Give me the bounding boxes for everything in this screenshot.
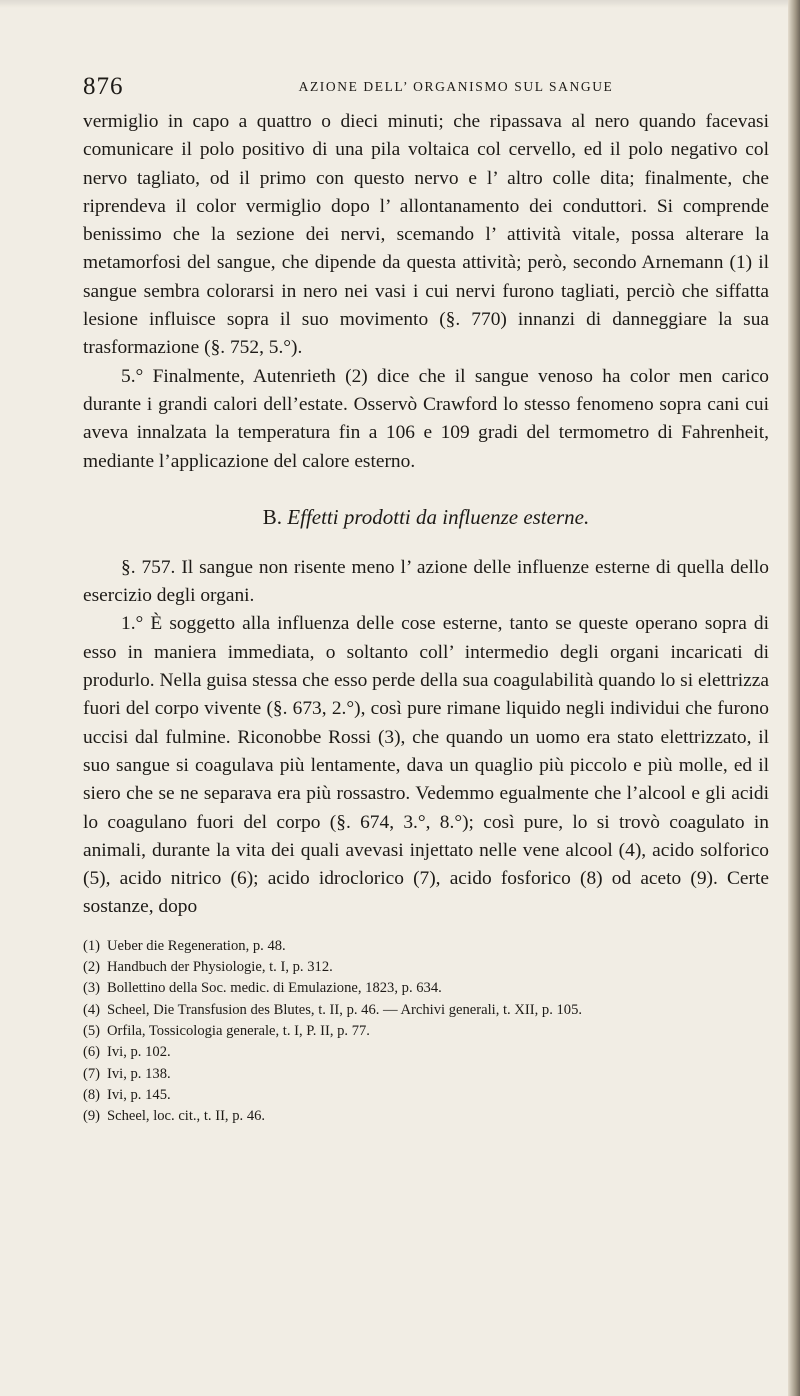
footnote-text: Bollettino della Soc. medic. di Emulazione, 1823, p. 634. — [107, 980, 442, 997]
paragraph-2: 5.° Finalmente, Autenrieth (2) dice che il sangue venoso ha color men carico durante i grandi calori dell’estate. Osservò Crawford lo stesso fenomeno sopra cani cui aveva innalzata la temperatura fin a 106 e 109 gradi del termometro di Fahrenheit, mediante l’applicazione del calore esterno. — [83, 365, 769, 472]
footnote-text: Ivi, p. 138. — [107, 1065, 171, 1082]
page-number: 876 — [83, 73, 124, 100]
footnote — [83, 936, 769, 957]
section-letter: B. — [262, 504, 283, 529]
footnote-number: (3) — [83, 980, 101, 997]
footnote-number: (7) — [83, 1065, 101, 1082]
footnote — [83, 1085, 769, 1106]
footnote — [83, 1021, 769, 1042]
footnote — [83, 957, 769, 978]
page-shadow — [0, 0, 800, 8]
footnote — [83, 1042, 769, 1063]
running-head: AZIONE DELL’ ORGANISMO SUL SANGUE — [298, 79, 614, 94]
footnote-number: (6) — [83, 1044, 101, 1061]
paragraph-4: 1.° È soggetto alla influenza delle cose esterne, tanto se queste operano sopra di esso in maniera immediata, o soltanto coll’ intermedio degli organi incaricati di produrlo. Nella guisa stessa che esso perde della sua coagulabilità quando lo si elettrizza fuori del corpo vivente (§. 673, 2.°), così pure rimane liquido negli individui che furono uccisi dal fulmine. Riconobbe Rossi (3), che quando un uomo era stato elettrizzato, il suo sangue si coagulava più lentamente, dava un quaglio più piccolo e più molle, ed il siero che se ne separava era più rossastro. Vedemmo egualmente che l’alcool e gli acidi lo coagulano fuori del corpo (§. 674, 3.°, 8.°); così pure, lo si trovò coagulato in animali, durante la vita dei quali avevasi injettato nelle vene alcool (4), acido solforico (5), acido nitrico (6); acido idroclorico (7), acido fosforico (8) od aceto (9). Certe sostanze, dopo — [83, 613, 769, 918]
footnote-text: Orfila, Tossicologia generale, t. I, P. II, p. 77. — [107, 1022, 370, 1039]
footnote-number: (9) — [83, 1108, 101, 1125]
footnote — [83, 1000, 769, 1021]
footnote — [83, 978, 769, 999]
footnotes — [83, 936, 769, 1128]
paragraph-3: §. 757. Il sangue non risente meno l’ azione delle influenze esterne di quella dello esercizio degli organi. — [83, 556, 769, 607]
footnote-text: Ivi, p. 145. — [107, 1086, 171, 1103]
footnote-text: Ivi, p. 102. — [107, 1044, 171, 1061]
footnote-text: Scheel, Die Transfusion des Blutes, t. II, p. 46. — Archivi generali, t. XII, p. 105. — [107, 1001, 583, 1018]
footnote-number: (1) — [83, 937, 101, 954]
page-content — [83, 72, 769, 1127]
footnote-number: (5) — [83, 1022, 101, 1039]
footnote-number: (4) — [83, 1001, 101, 1018]
footnote — [83, 1106, 769, 1127]
footnote-text: Handbuch der Physiologie, t. I, p. 312. — [107, 959, 333, 976]
footnote-number: (8) — [83, 1086, 101, 1103]
paragraph-1: vermiglio in capo a quattro o dieci minuti; che ripassava al nero quando facevasi comunicare il polo positivo di una pila voltaica col cervello, ed il polo negativo col nervo tagliato, od il primo con questo nervo e l’ altro colle dita; finalmente, che riprendeva il color vermiglio dopo l’ allontanamento dei conduttori. Si comprende benissimo che la sezione dei nervi, scemando l’ attività vitale, possa alterare la metamorfosi del sangue, che dipende da questa attività; però, secondo Arnemann (1) il sangue sembra colorarsi in nero nei vasi i cui nervi furono tagliati, perciò che siffatta lesione influisce sopra il suo movimento (§. 770) innanzi di danneggiare la sua trasformazione (§. 752, 5.°). — [83, 111, 769, 359]
page-edge — [788, 0, 800, 1396]
page-header — [83, 72, 769, 102]
footnote-text: Ueber die Regeneration, p. 48. — [107, 937, 286, 954]
section-heading — [83, 503, 769, 531]
footnote — [83, 1064, 769, 1085]
section-title: Effetti prodotti da influenze esterne. — [287, 504, 590, 529]
footnote-number: (2) — [83, 959, 101, 976]
footnote-text: Scheel, loc. cit., t. II, p. 46. — [107, 1108, 266, 1125]
